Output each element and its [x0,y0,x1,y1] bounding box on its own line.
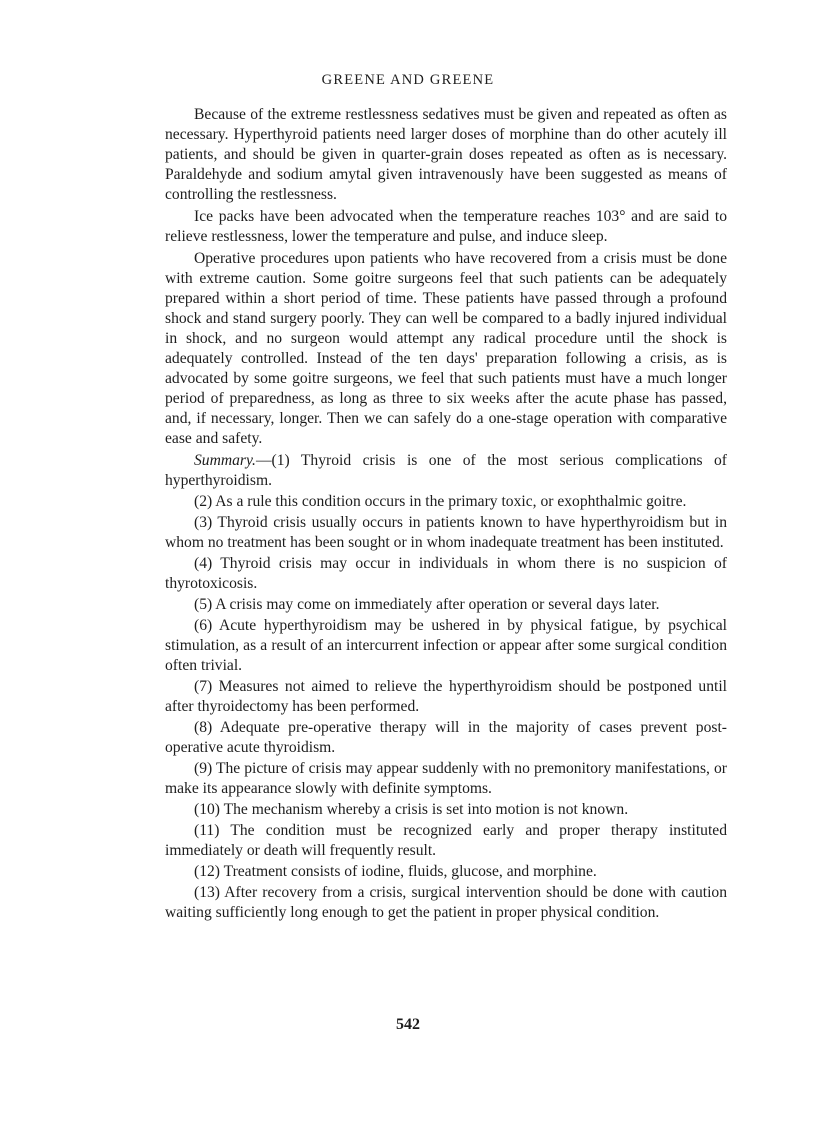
summary-item: (13) After recovery from a crisis, surgical intervention should be done with caution waiting sufficiently long enough to get the patient in proper physical condition. [165,884,727,921]
summary-item: (7) Measures not aimed to relieve the hyperthyroidism should be postponed until after thyroidectomy has been performed. [165,678,727,715]
running-header: GREENE AND GREENE [321,72,495,88]
paragraph-operative-procedures: Operative procedures upon patients who have recovered from a crisis must be done with extreme caution. Some goitre surgeons feel that such patients can be adequately prepared within a short period of time. These patients have passed through a profound shock and stand surgery poorly. They can well be compared to a badly injured individual in shock, and no surgeon would attempt any radical procedure until the shock is adequately controlled. Instead of the ten days' preparation following a crisis, as is advocated by some goitre surgeons, we feel that such patients must have a much longer period of preparedness, as long as three to six weeks after the acute phase has passed, and, if necessary, longer. Then we can safely do a one-stage operation with comparative ease and safety. [165,250,727,447]
summary-item: (8) Adequate pre-operative therapy will in the majority of cases prevent post-operative acute thyroidism. [165,719,727,756]
summary-item: Summary.—(1) Thyroid crisis is one of the most serious complications of hyperthyroidism. [165,452,727,489]
summary-item: (6) Acute hyperthyroidism may be ushered in by physical fatigue, by psychical stimulation, as a result of an intercurrent infection or appear after some surgical condition often trivial. [165,617,727,674]
summary-item: (9) The picture of crisis may appear suddenly with no premonitory manifestations, or make its appearance slowly with definite symptoms. [165,760,727,797]
summary-item: (4) Thyroid crisis may occur in individuals in whom there is no suspicion of thyrotoxicosis. [165,555,727,592]
paragraph-sedatives: Because of the extreme restlessness sedatives must be given and repeated as often as necessary. Hyperthyroid patients need larger doses of morphine than do other acutely ill patients, and should be given in quarter-grain doses repeated as often as is necessary. Paraldehyde and sodium amytal given intravenously have been suggested as means of controlling the restlessness. [165,106,727,203]
summary-item: (3) Thyroid crisis usually occurs in patients known to have hyperthyroidism but in whom no treatment has been sought or in whom inadequate treatment has been instituted. [165,514,727,551]
summary-item: (5) A crisis may come on immediately after operation or several days later. [194,596,660,613]
summary-item: (11) The condition must be recognized early and proper therapy instituted immediately or death will frequently result. [165,822,727,859]
summary-dash: — [255,452,272,469]
summary-label: Summary. [194,452,256,469]
summary-item: (10) The mechanism whereby a crisis is set into motion is not known. [194,801,629,818]
summary-item: (2) As a rule this condition occurs in the primary toxic, or exophthalmic goitre. [194,493,687,510]
summary-item: (12) Treatment consists of iodine, fluids, glucose, and morphine. [194,863,597,880]
paragraph-ice-packs: Ice packs have been advocated when the temperature reaches 103° and are said to relieve restlessness, lower the temperature and pulse, and induce sleep. [165,208,727,245]
body-text [165,105,727,924]
page-number: 542 [396,1016,420,1033]
